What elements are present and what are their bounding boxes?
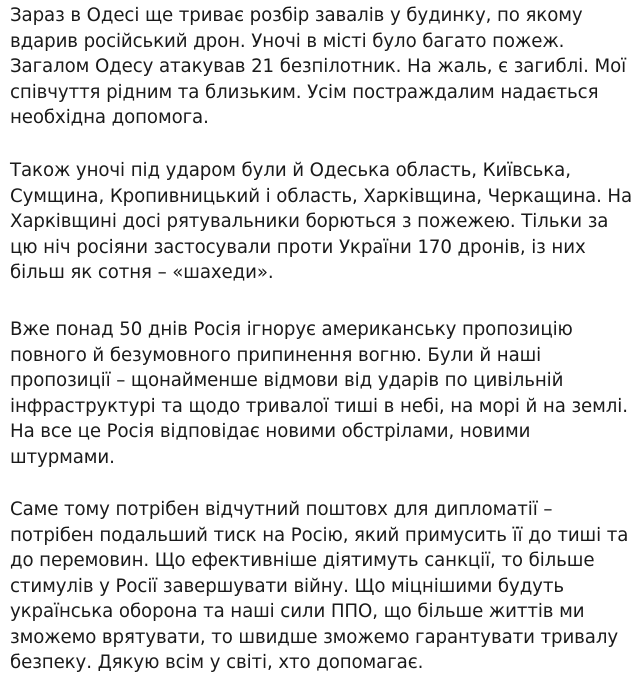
text-line: вдарив російський дрон. Уночі в місті було багато пожеж. — [10, 30, 565, 52]
paragraph-odesa-attack — [10, 3, 626, 131]
text-line: українська оборона та наші сили ППО, що більше життів ми — [10, 601, 585, 622]
text-line: штурмами. — [10, 446, 115, 468]
text-line: Загалом Одесу атакував 21 безпілотник. На жаль, є загиблі. Мої — [10, 56, 627, 77]
text-line: інфраструктурі та щодо тривалої тиші в небі, на морі й на землі. — [10, 395, 628, 417]
text-line: Сумщина, Кропивницький і область, Харківщина, Черкащина. На — [10, 185, 633, 207]
text-line: стимулів у Росії завершувати війну. Що міцнішими будуть — [10, 575, 564, 597]
text-line: необхідна допомога. — [10, 107, 209, 128]
text-line: більш як сотня – «шахеди». — [10, 262, 274, 283]
text-line: зможемо врятувати, то швидше зможемо гарантувати тривалу — [10, 626, 619, 648]
text-line: безпеку. Дякую всім у світі, хто допомагає. — [10, 652, 424, 673]
text-line: Саме тому потрібен відчутний поштовх для дипломатії – — [10, 499, 553, 520]
text-line: цю ніч росіяни застосували проти України 170 дронів, із них — [10, 236, 586, 258]
text-line: пропозиції – щонайменше відмови від ударів по цивільній — [10, 370, 564, 391]
text-line: співчуття рідним та близьким. Усім постраждалим надається — [10, 81, 599, 103]
text-line: повного й безумовного припинення вогню. Були й наші — [10, 344, 542, 366]
text-line: Харківщині досі рятувальники борються з пожежею. Тільки за — [10, 211, 609, 232]
paragraph-regions-attacked — [10, 158, 632, 286]
text-line: На все це Росія відповідає новими обстрілами, новими — [10, 421, 531, 442]
text-line: Вже понад 50 днів Росія ігнорує американську пропозицію — [10, 319, 573, 340]
text-line: до перемовин. Що ефективніше діятимуть санкції, то більше — [10, 550, 595, 571]
paragraph-diplomacy-pressure — [10, 497, 628, 676]
text-line: Також уночі під ударом були й Одеська область, Київська, — [10, 160, 571, 181]
text-line: Зараз в Одесі ще триває розбір завалів у будинку, по якому — [10, 5, 583, 26]
text-line: потрібен подальший тиск на Росію, який примусить її до тиші та — [10, 524, 629, 546]
paragraph-ceasefire — [10, 317, 628, 470]
